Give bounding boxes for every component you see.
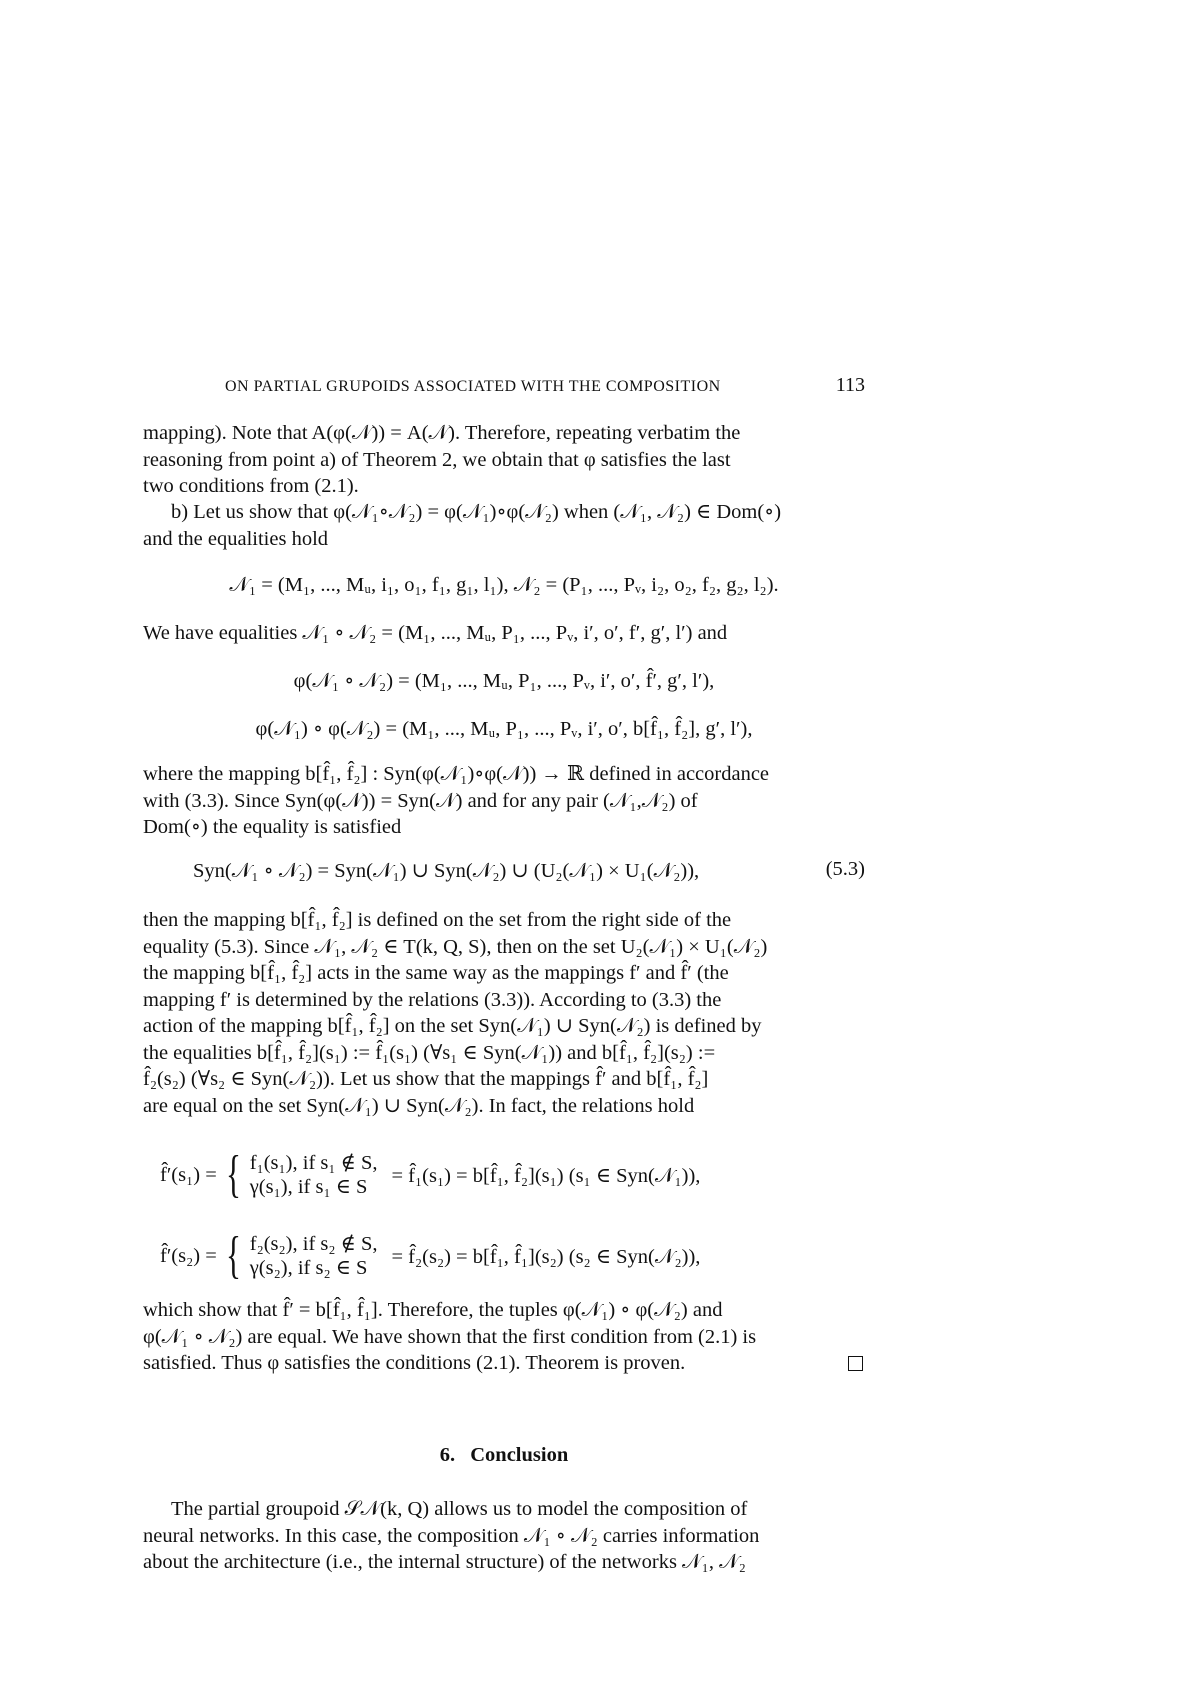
paragraph-definition xyxy=(143,907,865,1119)
case-list xyxy=(250,1232,378,1280)
case-bottom: γ(s₂), if s₂ ∈ S xyxy=(249,1257,368,1279)
text-line: mapping f′ is determined by the relations (3.3)). According to (3.3) the xyxy=(143,988,722,1011)
text-line: are equal on the set Syn(𝒩₁) ∪ Syn(𝒩₂). In fact, the relations hold xyxy=(143,1094,695,1117)
running-header xyxy=(143,374,865,404)
paragraph-conclusion xyxy=(143,1496,865,1576)
qed-square-icon xyxy=(848,1356,863,1371)
equation-phi-product: φ(𝒩₁) ∘ φ(𝒩₂) = (M₁, ..., Mᵤ, P₁, ..., Pᵥ, i′, o′, b[f̂₁, f̂₂], g′, l′), xyxy=(255,718,753,740)
case-list xyxy=(250,1151,378,1199)
equation-body: Syn(𝒩₁ ∘ 𝒩₂) = Syn(𝒩₁) ∪ Syn(𝒩₂) ∪ (U₂(𝒩₁) × U₁(𝒩₂)), xyxy=(193,860,700,882)
section-heading xyxy=(143,1444,865,1467)
case-lhs: f̂′(s₁) = xyxy=(160,1163,217,1186)
text-line: where the mapping b[f̂₁, f̂₂] : Syn(φ(𝒩₁)∘φ(𝒩)) → ℝ defined in accordance xyxy=(143,763,770,785)
case-rhs: = f̂₁(s₁) = b[f̂₁, f̂₂](s₁) (s₁ ∈ Syn(𝒩₁)), xyxy=(391,1164,701,1187)
text-line: equality (5.3). Since 𝒩₁, 𝒩₂ ∈ T(k, Q, S), then on the set U₂(𝒩₁) × U₁(𝒩₂) xyxy=(143,935,768,958)
equation-case-s1: f̂′(s₁) = { f₁(s₁), if s₁ ∉ S, γ(s₁), if s₁ ∈ S = f̂₁(s₁) = b[f̂₁, f̂₂](s₁) (s₁ ∈ Syn(𝒩₁)), xyxy=(160,1146,701,1203)
case-lhs: f̂′(s₂) = xyxy=(160,1244,217,1267)
paragraph-continuation xyxy=(143,420,865,500)
text-line: b) Let us show that φ(𝒩₁∘𝒩₂) = φ(𝒩₁)∘φ(𝒩₂) when (𝒩₁, 𝒩₂) ∈ Dom(∘) xyxy=(171,501,782,523)
paragraph-part-b xyxy=(143,499,865,552)
text-line: the mapping b[f̂₁, f̂₂] acts in the same way as the mappings f′ and f̂′ (the xyxy=(143,962,729,984)
text-line: mapping). Note that A(φ(𝒩)) = A(𝒩). Therefore, repeating verbatim the xyxy=(143,422,741,444)
text-line: action of the mapping b[f̂₁, f̂₂] on the set Syn(𝒩₁) ∪ Syn(𝒩₂) is defined by xyxy=(143,1015,762,1037)
text-line: two conditions from (2.1). xyxy=(143,475,359,497)
equation-networks: 𝒩₁ = (M₁, ..., Mᵤ, i₁, o₁, f₁, g₁, l₁), 𝒩₂ = (P₁, ..., Pᵥ, i₂, o₂, f₂, g₂, l₂). xyxy=(229,574,779,596)
page-number: 113 xyxy=(835,374,865,396)
text-line: φ(𝒩₁ ∘ 𝒩₂) are equal. We have shown that the first condition from (2.1) is xyxy=(143,1325,757,1348)
text-line: The partial groupoid 𝒮𝒩(k, Q) allows us to model the composition of xyxy=(171,1498,748,1520)
case-bottom: γ(s₁), if s₁ ∈ S xyxy=(249,1176,368,1198)
paragraph-conclusion-proof xyxy=(143,1297,865,1377)
text-line: We have equalities 𝒩₁ ∘ 𝒩₂ = (M₁, ..., Mᵤ, P₁, ..., Pᵥ, i′, o′, f′, g′, l′) and xyxy=(143,622,728,644)
equation-case-s2: f̂′(s₂) = { f₂(s₂), if s₂ ∉ S, γ(s₂), if s₂ ∈ S = f̂₂(s₂) = b[f̂₁, f̂₁](s₂) (s₂ ∈ Syn(𝒩₂)), xyxy=(160,1227,701,1284)
equation-phi-composition: φ(𝒩₁ ∘ 𝒩₂) = (M₁, ..., Mᵤ, P₁, ..., Pᵥ, i′, o′, f̂′, g′, l′), xyxy=(293,670,715,692)
paragraph-equalities xyxy=(143,620,865,647)
text-line: with (3.3). Since Syn(φ(𝒩)) = Syn(𝒩) and for any pair (𝒩₁,𝒩₂) of xyxy=(143,789,698,812)
text-line: which show that f̂′ = b[f̂₁, f̂₁]. Therefore, the tuples φ(𝒩₁) ∘ φ(𝒩₂) and xyxy=(143,1299,723,1321)
text-line: then the mapping b[f̂₁, f̂₂] is defined on the set from the right side of the xyxy=(143,909,732,931)
text-line: and the equalities hold xyxy=(143,527,329,550)
text-line: f̂₂(s₂) (∀s₂ ∈ Syn(𝒩₂)). Let us show that the mappings f̂′ and b[f̂₁, f̂₂] xyxy=(143,1068,709,1090)
text-line: reasoning from point a) of Theorem 2, we obtain that φ satisfies the last xyxy=(143,448,731,471)
text-line: Dom(∘) the equality is satisfied xyxy=(143,816,402,838)
running-title: ON PARTIAL GRUPOIDS ASSOCIATED WITH THE COMPOSITION xyxy=(225,378,721,395)
case-rhs: = f̂₂(s₂) = b[f̂₁, f̂₁](s₂) (s₂ ∈ Syn(𝒩₂)), xyxy=(391,1245,701,1268)
text-line: the equalities b[f̂₁, f̂₂](s₁) := f̂₁(s₁) (∀s₁ ∈ Syn(𝒩₁)) and b[f̂₁, f̂₂](s₂) := xyxy=(143,1041,716,1064)
case-top: f₂(s₂), if s₂ ∉ S, xyxy=(249,1233,378,1255)
text-line: satisfied. Thus φ satisfies the conditions (2.1). Theorem is proven. xyxy=(143,1352,686,1374)
paragraph-mapping xyxy=(143,761,865,841)
text-line: about the architecture (i.e., the internal structure) of the networks 𝒩₁, 𝒩₂ xyxy=(143,1551,746,1573)
section-number: 6. xyxy=(439,1444,456,1466)
text-line: neural networks. In this case, the composition 𝒩₁ ∘ 𝒩₂ carries information xyxy=(143,1524,760,1547)
case-top: f₁(s₁), if s₁ ∉ S, xyxy=(249,1152,378,1174)
section-title: Conclusion xyxy=(470,1444,569,1466)
equation-number: (5.3) xyxy=(825,858,865,880)
